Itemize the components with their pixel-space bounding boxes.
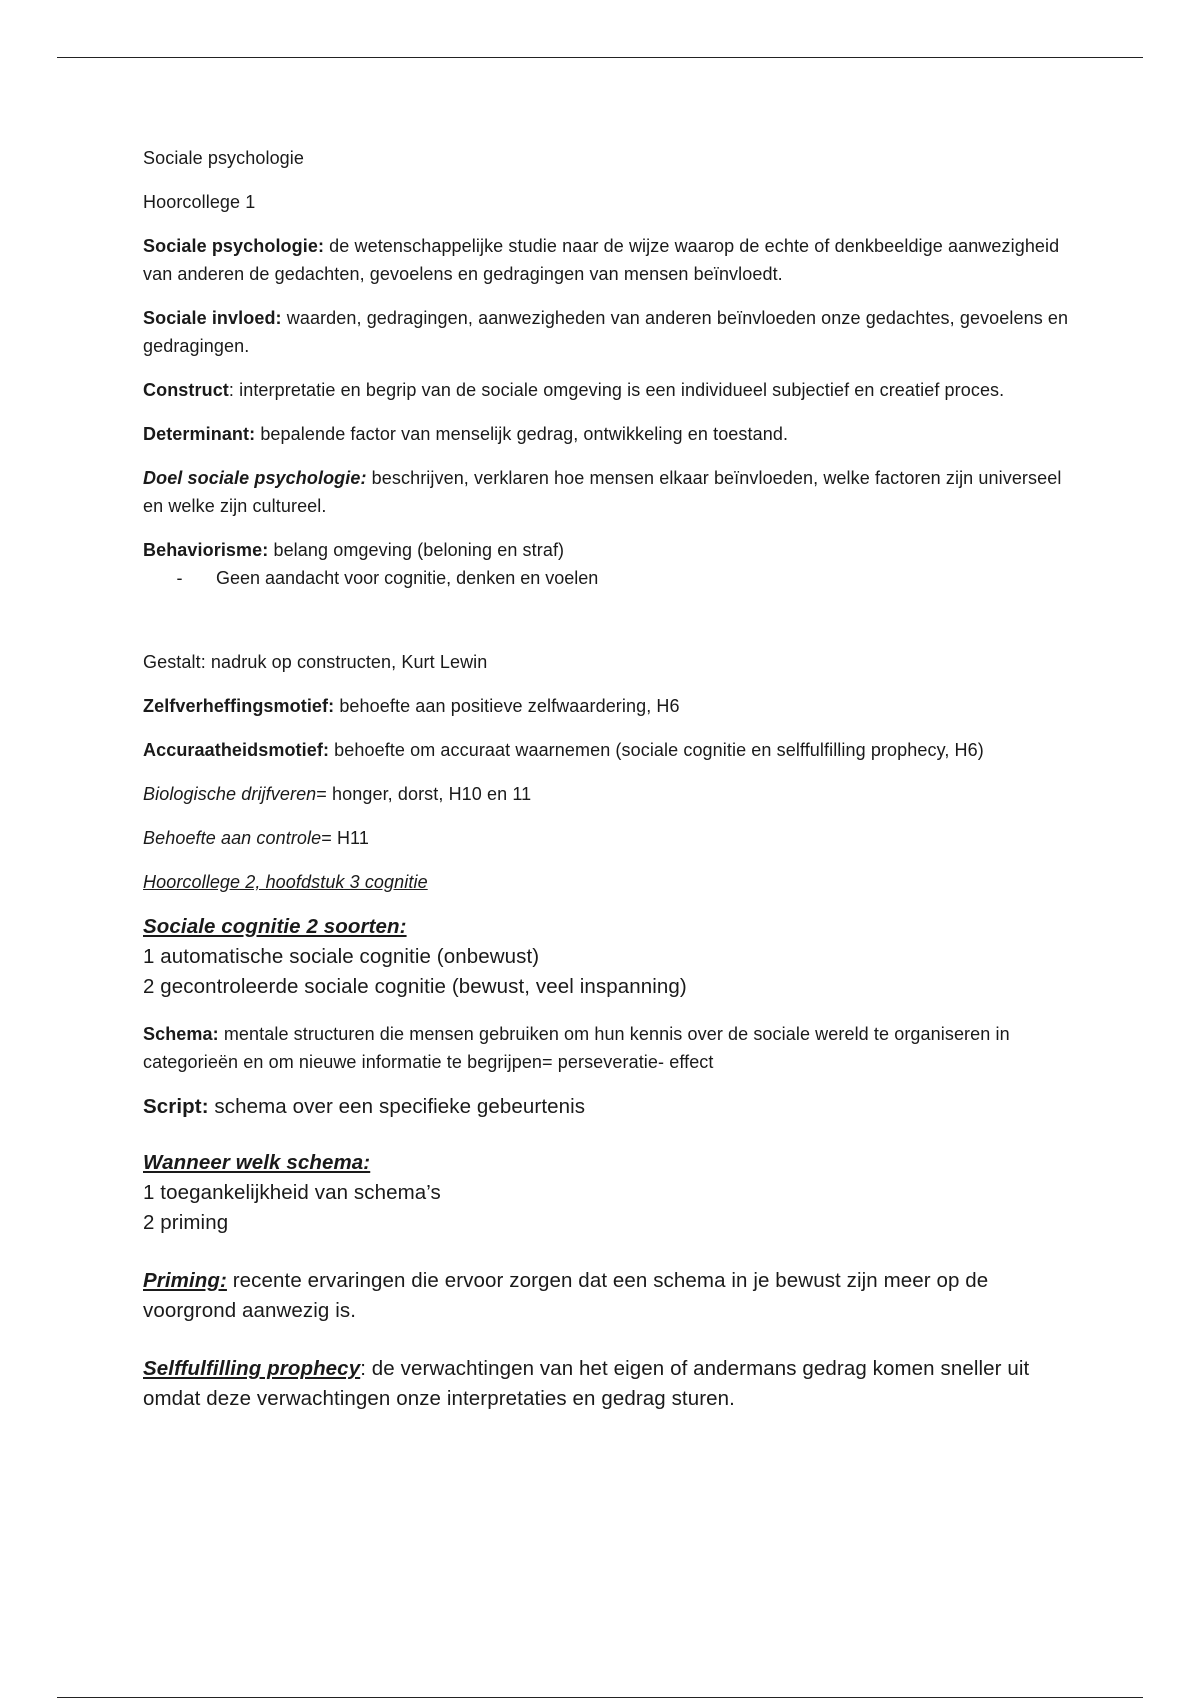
definition-behoefte-controle xyxy=(143,824,1083,852)
lecture-heading-2-text: Hoorcollege 2, hoofdstuk 3 cognitie xyxy=(143,872,428,892)
definition-text: = H11 xyxy=(321,828,369,848)
definition-priming xyxy=(143,1266,1083,1326)
bullet-dash: - xyxy=(176,568,183,588)
list-line: 1 automatische sociale cognitie (onbewust) xyxy=(143,945,540,968)
definition-behaviorisme xyxy=(143,536,1083,564)
document-body xyxy=(143,144,1083,1430)
definition-term: Behoefte aan controle xyxy=(143,828,322,848)
definition-text: : interpretatie en begrip van de sociale omgeving is een individueel subjectief en creatief proces. xyxy=(228,380,1005,400)
bullet-item xyxy=(143,564,1083,592)
definition-selffulfilling-prophecy xyxy=(143,1354,1083,1414)
definition-term: Schema: xyxy=(143,1024,219,1044)
list-line: 2 priming xyxy=(143,1211,229,1234)
definition-sociale-invloed xyxy=(143,304,1083,360)
definition-accuraatheidsmotief xyxy=(143,736,1083,764)
definition-term: Priming: xyxy=(143,1269,227,1292)
definition-text: belang omgeving (beloning en straf) xyxy=(268,540,565,560)
bullet-text: Geen aandacht voor cognitie, denken en voelen xyxy=(216,568,599,588)
header-rule xyxy=(57,57,1143,58)
definition-term: Sociale psychologie: xyxy=(143,236,325,256)
section-heading: Wanneer welk schema: xyxy=(143,1151,371,1174)
list-line: 1 toegankelijkheid van schema’s xyxy=(143,1181,441,1204)
list-line: 2 gecontroleerde sociale cognitie (bewust, veel inspanning) xyxy=(143,975,687,998)
definition-text: beschrijven, verklaren hoe mensen elkaar beïnvloeden, welke factoren zijn universeel en welke zijn cultureel. xyxy=(143,468,1062,516)
lecture-heading-1: Hoorcollege 1 xyxy=(143,192,256,212)
definition-text: behoefte om accuraat waarnemen (sociale cognitie en selffulfilling prophecy, H6) xyxy=(329,740,984,760)
definition-text: : de verwachtingen van het eigen of andermans gedrag komen sneller uit omdat deze verwachtingen onze interpretaties en gedrag sturen. xyxy=(143,1357,1030,1410)
definition-text: de wetenschappelijke studie naar de wijze waarop de echte of denkbeeldige aanwezigheid van anderen de gedachten, gevoelens en gedragingen van mensen beïnvloedt. xyxy=(143,236,1060,284)
definition-term: Biologische drijfveren xyxy=(143,784,317,804)
definition-text: recente ervaringen die ervoor zorgen dat een schema in je bewust zijn meer op de voorgrond aanwezig is. xyxy=(143,1269,989,1322)
definition-text: schema over een specifieke gebeurtenis xyxy=(208,1095,586,1118)
definition-text: = honger, dorst, H10 en 11 xyxy=(316,784,532,804)
definition-term: Script: xyxy=(143,1095,209,1118)
sociale-cognitie-block xyxy=(143,912,1083,1002)
definition-script xyxy=(143,1092,1083,1122)
gestalt-line: Gestalt: nadruk op constructen, Kurt Lewin xyxy=(143,652,488,672)
definition-biologische-drijfveren xyxy=(143,780,1083,808)
definition-sociale-psychologie xyxy=(143,232,1083,288)
definition-term: Sociale invloed: xyxy=(143,308,282,328)
definition-determinant xyxy=(143,420,1083,448)
definition-text: mentale structuren die mensen gebruiken om hun kennis over de sociale wereld te organiseren in categorieën en om nieuwe informatie te begrijpen= perseveratie- effect xyxy=(143,1024,1010,1072)
definition-text: behoefte aan positieve zelfwaardering, H6 xyxy=(334,696,680,716)
definition-construct xyxy=(143,376,1083,404)
definition-term: Behaviorisme: xyxy=(143,540,269,560)
definition-text: waarden, gedragingen, aanwezigheden van anderen beïnvloeden onze gedachtes, gevoelens en gedragingen. xyxy=(143,308,1069,356)
document-title: Sociale psychologie xyxy=(143,148,304,168)
lecture-heading-2 xyxy=(143,868,1083,896)
definition-term: Doel sociale psychologie: xyxy=(143,468,367,488)
definition-schema xyxy=(143,1020,1083,1076)
section-heading: Sociale cognitie 2 soorten: xyxy=(143,915,407,938)
definition-term: Zelfverheffingsmotief: xyxy=(143,696,335,716)
definition-term: Selffulfilling prophecy xyxy=(143,1357,361,1380)
footer-rule xyxy=(57,1697,1143,1698)
definition-term: Construct xyxy=(143,380,229,400)
definition-term: Accuraatheidsmotief: xyxy=(143,740,330,760)
wanneer-block xyxy=(143,1148,1083,1238)
definition-doel xyxy=(143,464,1083,520)
definition-text: bepalende factor van menselijk gedrag, ontwikkeling en toestand. xyxy=(255,424,789,444)
definition-zelfverheffingsmotief xyxy=(143,692,1083,720)
definition-term: Determinant: xyxy=(143,424,256,444)
